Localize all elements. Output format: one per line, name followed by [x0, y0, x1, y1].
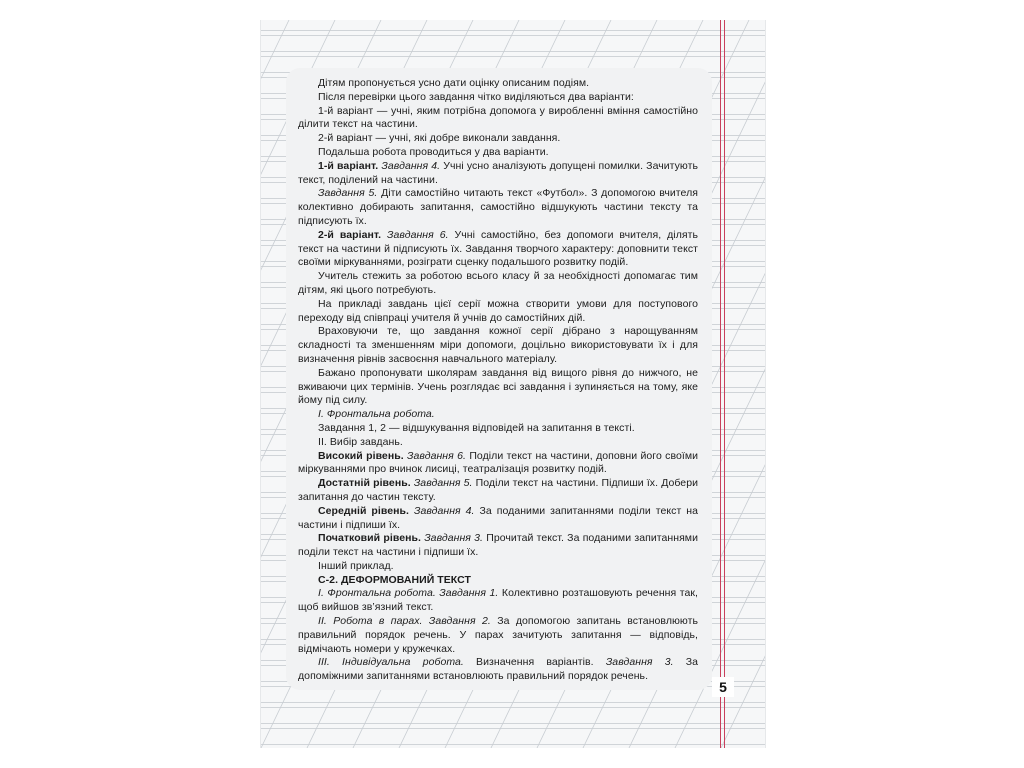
paragraph: [298, 160, 698, 188]
paragraph: [298, 477, 698, 505]
paragraph: [298, 656, 698, 684]
paragraph-text: ІІ. Вибір завдань.: [318, 435, 403, 448]
paragraph-text: Дітям пропонується усно дати оцінку описаним подіям.: [318, 77, 590, 89]
paragraph: [298, 77, 698, 91]
paragraph-text: 1-й варіант — учні, яким потрібна допомога у виробленні вміння самостійно ділити текст на частини.: [298, 104, 698, 131]
bold-label: Високий рівень.: [318, 449, 404, 462]
paragraph-text: Визначення варіантів.: [476, 656, 594, 669]
paragraph: [298, 270, 698, 298]
document-body: [298, 77, 698, 684]
italic-label: Завдання 5.: [318, 187, 378, 200]
italic-label: І. Фронтальна робота.: [318, 408, 435, 421]
italic-label: Завдання 4.: [381, 159, 441, 172]
italic-label: Завдання 3.: [605, 656, 674, 669]
paragraph-text: 2-й варіант — учні, які добре виконали завдання.: [318, 132, 561, 145]
paragraph-text: За допоміжними запитаннями встановлюють правильний порядок речень.: [298, 656, 699, 683]
italic-label: І. Фронтальна робота. Завдання 1.: [318, 587, 499, 600]
bold-label: Початковий рівень.: [318, 532, 421, 545]
italic-label: ІІІ. Індивідуальна робота.: [318, 656, 464, 669]
paragraph-text: На прикладі завдань цієї серії можна створити умови для поступового переходу від співпраці учителя й учнів до самостійних дій.: [298, 297, 698, 324]
bold-label: Середній рівень.: [318, 504, 409, 517]
paragraph-text: Враховуючи те, що завдання кожної серії дібрано з нарощуванням складності та зменшенням міри допомоги, доцільно використовувати їх і для визначення рівнів засвоєння навчального матеріалу.: [298, 325, 698, 365]
paragraph: [298, 298, 698, 326]
paragraph-text: Прочитай текст. За поданими запитаннями поділи текст на частини і підпиши їх.: [298, 532, 698, 559]
bold-label: Достатній рівень.: [318, 477, 411, 490]
margin-line-left: [720, 20, 721, 748]
paragraph-text: Інший приклад.: [318, 559, 394, 572]
paragraph: [298, 105, 698, 133]
paragraph-text: Подальша робота проводиться у два варіанти.: [318, 145, 549, 158]
paragraph: [298, 91, 698, 105]
paragraph-text: Діти самостійно читають текст «Футбол». З допомогою вчителя колективно добирають запитання, самостійно відшукують частини тексту та підписують їх.: [298, 187, 699, 227]
italic-label: Завдання 6.: [407, 449, 466, 462]
paragraph-text: Завдання 1, 2 — відшукування відповідей на запитання в тексті.: [318, 421, 635, 434]
paragraph: [298, 325, 698, 366]
italic-label: Завдання 6.: [387, 228, 449, 241]
paragraph: [298, 367, 698, 408]
page-number: 5: [712, 677, 734, 697]
paragraph: [298, 146, 698, 160]
paragraph-text: Поділи текст на частини. Підпиши їх. Добери запитання до частин тексту.: [298, 477, 699, 503]
paragraph-text: За допомогою запитань встановлюють правильний порядок речень. У парах зачитують запитання — відповідь, відмічають номери у кружечках.: [298, 615, 698, 655]
paragraph-text: Учитель стежить за роботою всього класу й за необхідності допомагає тим дітям, які цього потребують.: [298, 270, 698, 296]
paragraph-text: Колективно розташовують речення так, щоб вийшов зв’язний текст.: [298, 587, 698, 614]
paragraph: [298, 587, 698, 615]
paragraph-text: Учні усно аналізують допущені помилки. Зачитують текст, поділений на частини.: [298, 159, 699, 186]
margin-line-right: [724, 20, 725, 748]
paragraph: [298, 436, 698, 450]
paragraph-text: Учні самостійно, без допомоги вчителя, ділять текст на частини й підписують їх. Завдання творчого характеру: доповнити текст своїми міркуваннями, розіграти сценку подальшого розвитку подій.: [298, 228, 698, 269]
bold-label: 1-й варіант.: [318, 159, 379, 172]
paragraph: [298, 229, 698, 270]
slant-line: [261, 20, 289, 748]
paragraph: [298, 450, 698, 478]
section-heading: С-2. ДЕФОРМОВАНИЙ ТЕКСТ: [318, 573, 471, 586]
paragraph: [298, 505, 698, 533]
paragraph: [298, 132, 698, 146]
paragraph: [298, 615, 698, 656]
paragraph: [298, 408, 698, 422]
paragraph-text: Поділи текст на частини, доповни його своїми міркуваннями про вчинок лисиці, театралізація розвитку подій.: [298, 449, 699, 476]
paragraph: [298, 187, 698, 228]
paragraph-text: Бажано пропонувати школярам завдання від вищого рівня до нижчого, не вживаючи цих термінів. Учень розглядає всі завдання і зупиняється на тому, яке йому під силу.: [298, 366, 698, 407]
paragraph-text: Після перевірки цього завдання чітко виділяються два варіанти:: [318, 90, 634, 103]
italic-label: Завдання 4.: [413, 504, 475, 517]
paragraph: [298, 422, 698, 436]
paragraph: [298, 560, 698, 574]
bold-label: 2-й варіант.: [318, 228, 382, 241]
italic-label: Завдання 5.: [413, 477, 473, 490]
paragraph-text: За поданими запитаннями поділи текст на частини і підпиши їх.: [298, 504, 699, 531]
italic-label: ІІ. Робота в парах. Завдання 2.: [318, 615, 491, 628]
paragraph: [298, 532, 698, 560]
italic-label: Завдання 3.: [424, 532, 484, 545]
